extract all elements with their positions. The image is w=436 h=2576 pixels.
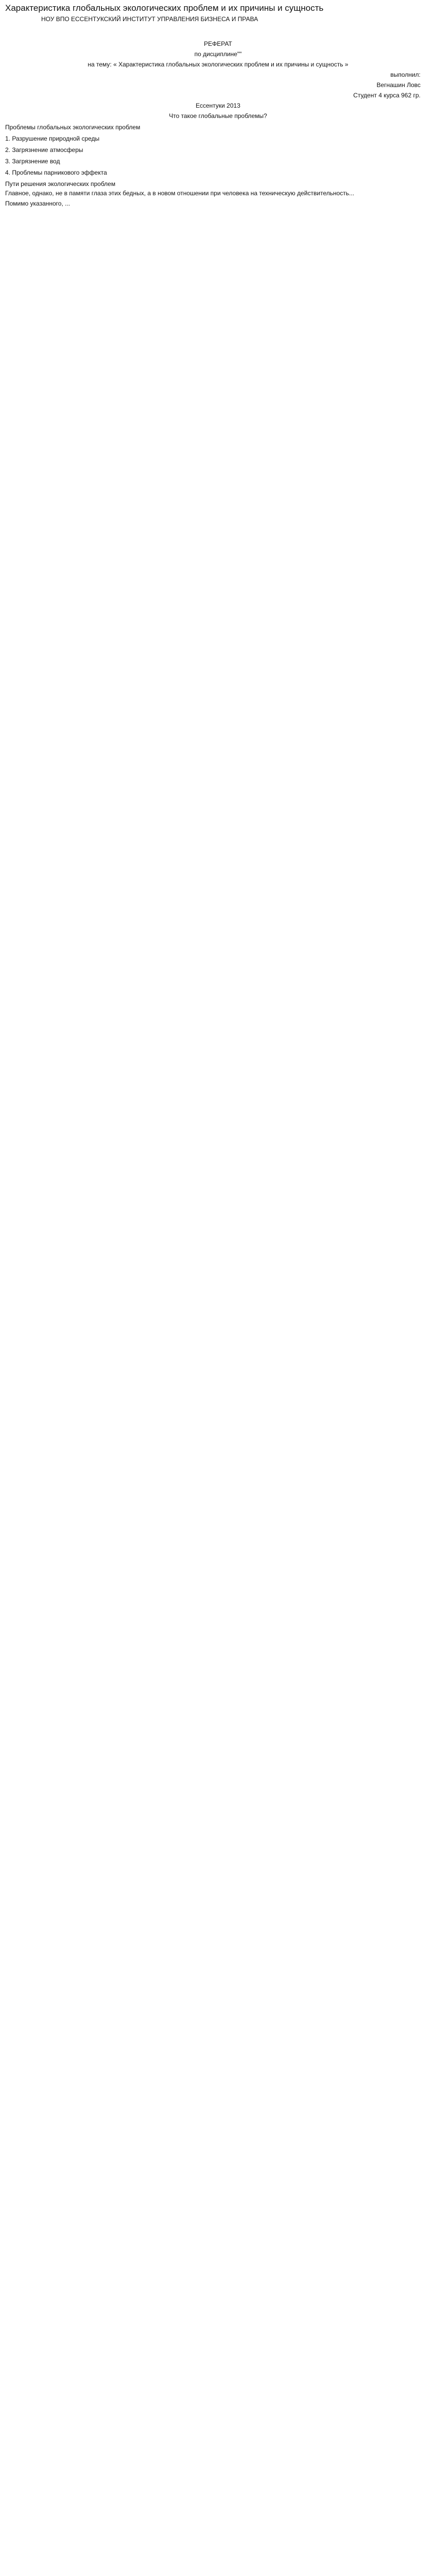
solution-lead: Главное, однако, не в памяти глаза этих бедных, а в новом отношении при человека на техническую действительность... <box>5 190 355 197</box>
spacer <box>5 28 431 37</box>
section-what-is: Что такое глобальные проблемы? <box>169 112 267 120</box>
city-year: Ессентуки 2013 <box>196 102 240 109</box>
doc-type: РЕФЕРАТ <box>204 40 232 47</box>
institute: НОУ ВПО ЕССЕНТУКСКИЙ ИНСТИТУТ УПРАВЛЕНИЯ БИЗНЕСА И ПРАВА <box>41 15 258 23</box>
by-discipline: по дисциплине"" <box>194 50 242 58</box>
section-2: 2. Загрязнение атмосферы <box>5 146 83 154</box>
author-performed: выполнил: <box>390 71 421 78</box>
section-4: 4. Проблемы парникового эффекта <box>5 169 107 176</box>
section-classification: Проблемы глобальных экологических проблем <box>5 124 141 131</box>
section-solutions: Пути решения экологических проблем <box>5 180 116 188</box>
section-3: 3. Загрязнение вод <box>5 158 60 165</box>
footer: Помимо указанного, ... <box>5 200 71 207</box>
doc-title: Характеристика глобальных экологических проблем и их причины и сущность <box>5 3 324 13</box>
section-1: 1. Разрушение природной среды <box>5 135 100 142</box>
topic: на тему: « Характеристика глобальных экологических проблем и их причины и сущность » <box>88 61 348 68</box>
author-name: Вегнашин Ловс <box>376 81 421 89</box>
author-course: Студент 4 курса 962 гр. <box>353 92 421 99</box>
